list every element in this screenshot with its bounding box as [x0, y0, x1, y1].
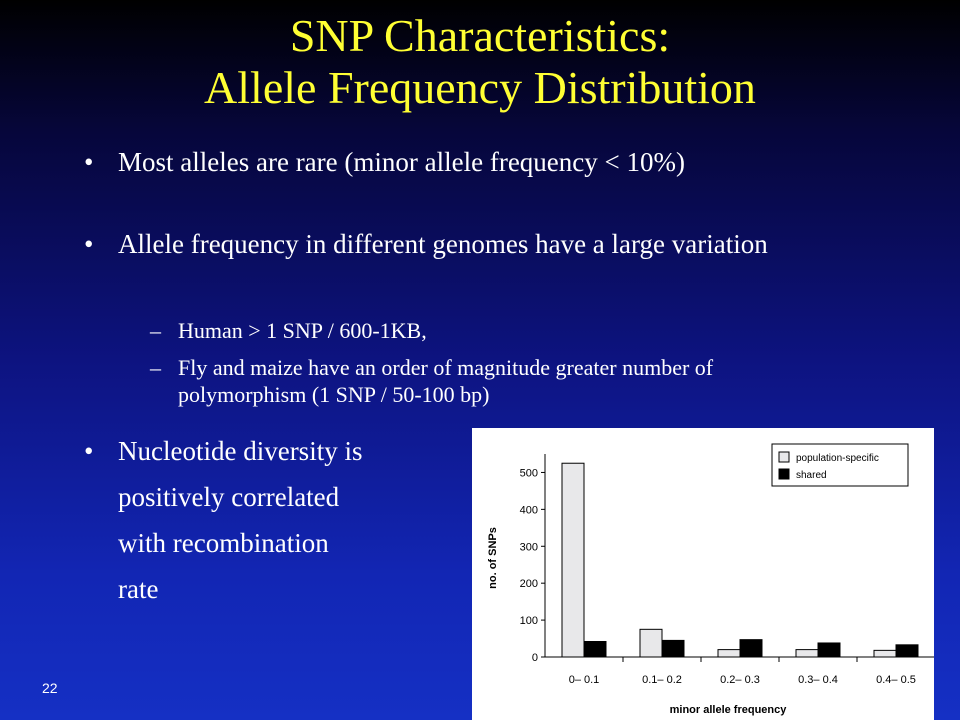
legend-box: [772, 444, 908, 486]
bar-shared: [818, 643, 840, 657]
chart-legend: [772, 444, 908, 486]
bullet-item-rare-alleles: [84, 146, 685, 178]
bullet-item-variation: [84, 228, 768, 260]
bullet-text-line-1: Nucleotide diversity is: [118, 436, 363, 466]
bar-population-specific: [562, 463, 584, 657]
x-tick-label: 0.3– 0.4: [798, 674, 838, 686]
x-tick-label: 0– 0.1: [568, 674, 600, 686]
x-tick-label: 0.4– 0.5: [876, 674, 916, 686]
x-tick-label: 0.2– 0.3: [720, 674, 760, 686]
sub-bullet-text: Human > 1 SNP / 600-1KB,: [178, 318, 427, 343]
bullet-icon: •: [84, 147, 94, 177]
title-line-2: Allele Frequency Distribution: [204, 62, 756, 113]
legend-swatch: [779, 452, 789, 462]
allele-frequency-chart: [472, 428, 934, 720]
y-axis-label: no. of SNPs: [487, 527, 499, 589]
bar-population-specific: [718, 650, 740, 657]
sub-bullet-fly-maize: [150, 354, 830, 408]
sub-bullet-text: Fly and maize have an order of magnitude greater number of polymorphism (1 SNP / 50-100 bp): [178, 355, 714, 407]
title-line-1: SNP Characteristics:: [289, 10, 671, 61]
legend-label: population-specific: [796, 453, 879, 464]
bar-shared: [662, 640, 684, 657]
bullet-icon: •: [84, 229, 94, 259]
y-tick-label: 400: [519, 504, 538, 517]
dash-icon: –: [150, 355, 161, 380]
bullet-text: Allele frequency in different genomes have a large variation: [118, 229, 768, 259]
bar-population-specific: [874, 650, 896, 657]
bullet-text-line-4: rate: [118, 574, 159, 604]
y-tick-label: 200: [519, 578, 538, 591]
bar-population-specific: [796, 650, 818, 657]
dash-icon: –: [150, 318, 161, 343]
y-tick-label: 0: [531, 652, 538, 664]
chart-bars: [562, 463, 918, 657]
bar-population-specific: [640, 629, 662, 657]
legend-label: shared: [796, 470, 827, 481]
page-number: 22: [42, 680, 58, 696]
y-tick-label: 300: [519, 541, 538, 554]
bullet-icon: •: [84, 436, 94, 466]
bar-shared: [584, 641, 606, 657]
legend-swatch: [779, 469, 789, 479]
bullet-text-line-2: positively correlated: [118, 482, 340, 512]
bullet-text: Most alleles are rare (minor allele frequency < 10%): [118, 147, 685, 177]
sub-bullet-human: [150, 317, 910, 344]
slide-title: [0, 10, 960, 114]
y-tick-label: 500: [519, 467, 538, 480]
x-axis-label: minor allele frequency: [669, 704, 787, 716]
bar-shared: [740, 640, 762, 657]
x-tick-label: 0.1– 0.2: [642, 674, 682, 686]
bullet-text-line-3: with recombination: [118, 528, 329, 558]
y-tick-label: 100: [519, 615, 538, 628]
chart-svg: [472, 428, 934, 720]
bar-shared: [896, 645, 918, 657]
